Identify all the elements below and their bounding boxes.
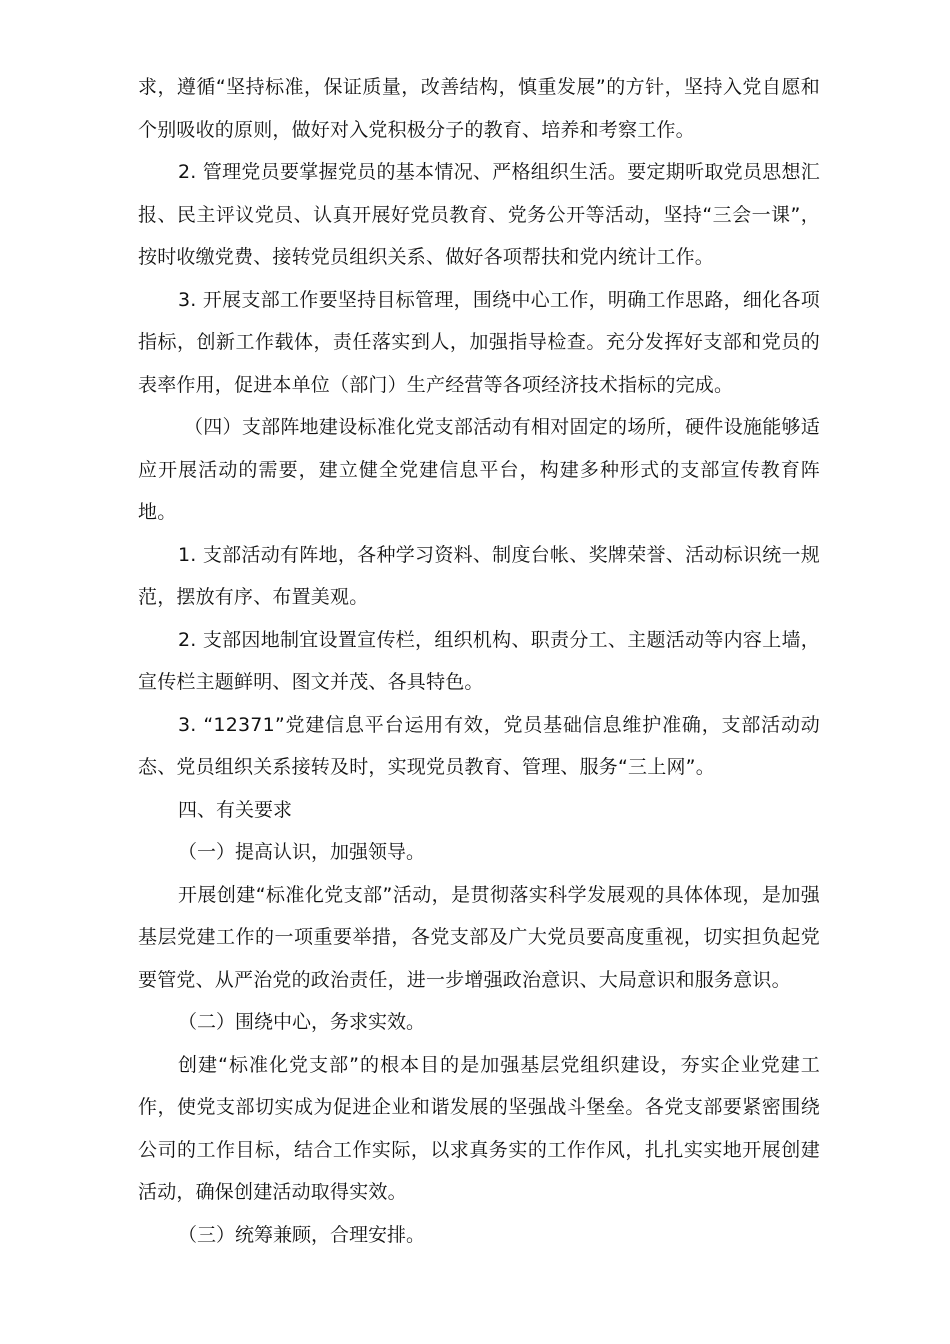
subheading-raise-awareness: （一）提高认识，加强领导。 [178,841,426,863]
subheading-overall-planning: （三）统筹兼顾，合理安排。 [178,1223,426,1246]
paragraph-item-2-party-member-management: 2. 管理党员要掌握党员的基本情况、严格组织生活。要定期听取党员思想汇报、民主评议党员、认真开展好党员教育、党务公开等活动，坚持“三会一课”，按时收缴党费、接转党员组织关系、做好各项帮扶和党内统计工作。 [138,161,820,268]
paragraph-raise-awareness: 开展创建“标准化党支部”活动，是贯彻落实科学发展观的具体体现，是加强基层党建工作的一项重要举措，各党支部及广大党员要高度重视，切实担负起党要管党、从严治党的政治责任，进一步增强政治意识、大局意识和服务意识。 [138,883,820,991]
paragraph-continuation: 求，遵循“坚持标准，保证质量，改善结构，慎重发展”的方针，坚持入党自愿和个别吸收的原则，做好对入党积极分子的教育、培养和考察工作。 [138,76,820,141]
paragraph-item-1-venue: 1. 支部活动有阵地，各种学习资料、制度台帐、奖牌荣誉、活动标识统一规范，摆放有序、布置美观。 [138,543,820,608]
paragraph-item-2-bulletin-board: 2. 支部因地制宜设置宣传栏，组织机构、职责分工、主题活动等内容上墙，宣传栏主题鲜明、图文并茂、各具特色。 [138,628,820,693]
paragraph-item-3-branch-work: 3. 开展支部工作要坚持目标管理，围绕中心工作，明确工作思路，细化各项指标，创新工作载体，责任落实到人，加强指导检查。充分发挥好支部和党员的表率作用，促进本单位（部门）生产经营等各项经济技术指标的完成。 [138,288,820,396]
paragraph-section-4-branch-venue: （四）支部阵地建设标准化党支部活动有相对固定的场所，硬件设施能够适应开展活动的需要，建立健全党建信息平台，构建多种形式的支部宣传教育阵地。 [138,416,820,523]
document-page [138,66,820,1256]
paragraph-focus-center: 创建“标准化党支部”的根本目的是加强基层党组织建设，夯实企业党建工作，使党支部切实成为促进企业和谐发展的坚强战斗堡垒。各党支部要紧密围绕公司的工作目标，结合工作实际，以求真务实的工作作风，扎扎实实地开展创建活动，确保创建活动取得实效。 [138,1053,820,1203]
subheading-focus-center: （二）围绕中心，务求实效。 [178,1011,426,1033]
section-heading-requirements: 四、有关要求 [178,798,293,821]
paragraph-item-3-info-platform: 3. “12371”党建信息平台运用有效，党员基础信息维护准确，支部活动动态、党员组织关系接转及时，实现党员教育、管理、服务“三上网”。 [138,713,820,778]
